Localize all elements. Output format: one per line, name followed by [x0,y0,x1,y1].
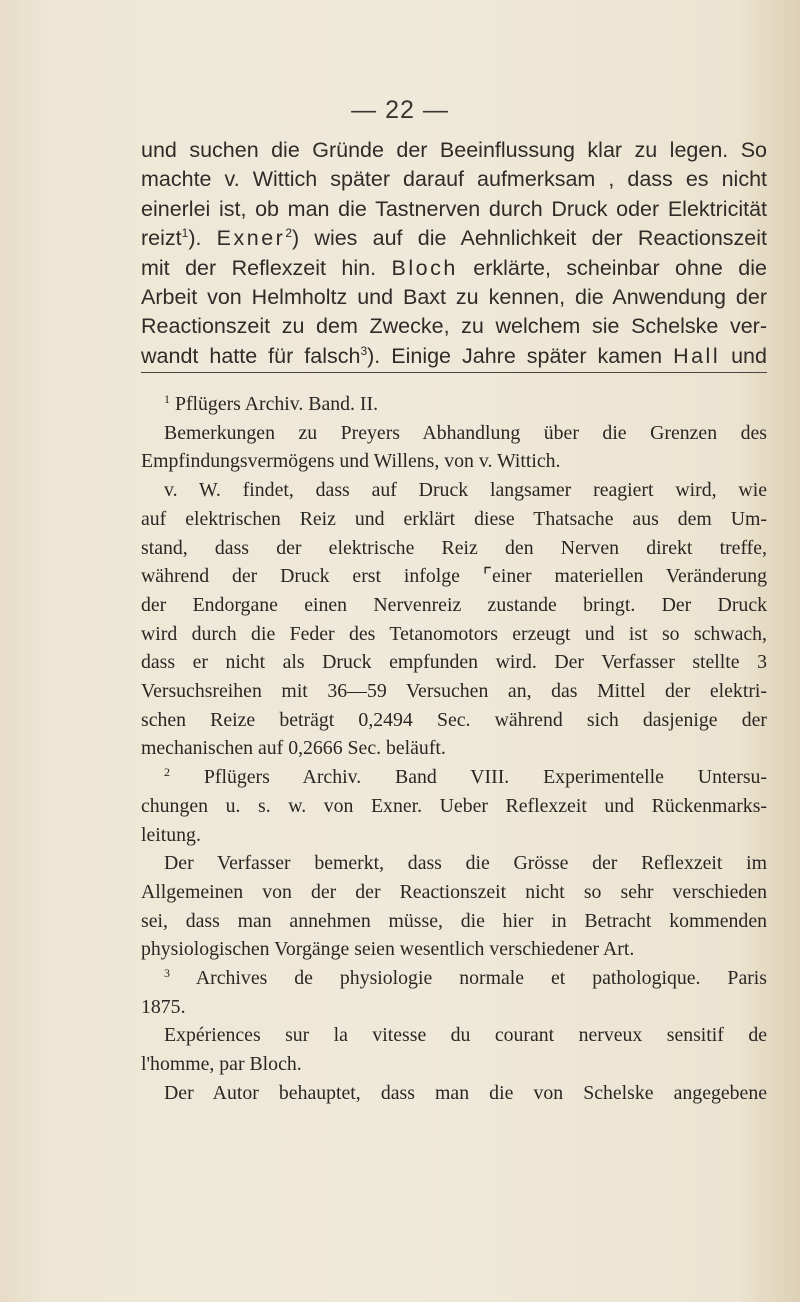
footnote-line: sei, dass man annehmen müsse, die hier in Betracht kommenden [141,909,767,932]
footnote-line: Allgemeinen von der der Reactionszeit nicht so sehr verschieden [141,880,767,903]
text-run: mit der Reflexzeit hin. [141,255,392,280]
text-line [141,342,767,371]
footnote-line: l'homme, par Bloch. [141,1053,302,1076]
footnote-line: der Endorgane einen Nervenreiz zustande bringt. Der Druck [141,593,767,616]
footnote-line: mechanischen auf 0,2666 Sec. beläuft. [141,737,446,760]
text-line: und suchen die Gründe der Beeinflussung klar zu legen. So [141,138,767,162]
page-number: — 22 — [351,96,449,124]
footnotes [141,390,767,1108]
footnote-line: schen Reize beträgt 0,2494 Sec. während sich dasjenige der [141,708,767,731]
text-run: und [720,343,767,368]
footnote-line: leitung. [141,823,201,846]
text-run: wandt hatte für falsch [141,343,361,368]
footnote-line: dass er nicht als Druck empfunden wird. Der Verfasser stellte 3 [141,651,767,674]
text-run: Archives de physiologie normale et pathologique. Paris [195,967,767,990]
author-name: Bloch [391,255,458,280]
text-run: Pflügers Archiv. Band VIII. Experimentelle Untersu- [203,766,767,789]
footnote-line: Der Verfasser bemerkt, dass die Grösse der Reflexzeit im [164,852,767,875]
footnote-line: chungen u. s. w. von Exner. Ueber Reflexzeit und Rückenmarks- [141,794,767,817]
text-line: Arbeit von Helmholtz und Baxt zu kennen, die Anwendung der [141,285,767,310]
text-line: Reactionszeit zu dem Zwecke, zu welchem sie Schelske ver- [141,314,767,339]
footnote-mark: 2 [164,765,170,780]
footnote-line: Expériences sur la vitesse du courant nerveux sensitif de [164,1024,767,1047]
footnote-line: Der Autor behauptet, dass man die von Schelske angegebene [164,1081,767,1104]
footnote-line [141,390,767,419]
footnote-line: Bemerkungen zu Preyers Abhandlung über die Grenzen des [164,421,767,444]
footnote-mark: 1 [164,392,170,406]
footnote-line [141,964,767,993]
text-line [141,224,767,253]
footnote-divider [141,372,767,373]
footnote-ref: 2 [285,226,293,241]
text-line [141,254,767,283]
text-run: erklärte, scheinbar ohne die [457,255,767,280]
text-run: ). [188,226,217,251]
main-text [141,136,767,371]
footnote-ref: 1 [181,226,189,241]
footnote-line: wird durch die Feder des Tetanomotors erzeugt und ist so schwach, [141,622,767,645]
text-run: reizt [141,226,182,251]
footnote-line: Versuchsreihen mit 36—59 Versuchen an, das Mittel der elektri- [141,680,767,703]
author-name: Hall [673,343,721,368]
footnote-ref: 3 [360,343,368,358]
text-run: ) wies auf die Aehnlichkeit der Reactionszeit [292,226,767,251]
footnote-line: 1875. [141,995,186,1018]
footnote-line: stand, dass der elektrische Reiz den Nerven direkt treffe, [141,536,767,559]
footnote-line: auf elektrischen Reiz und erklärt diese Thatsache aus dem Um- [141,507,767,530]
footnote-line [141,763,767,792]
author-name: Exner [216,226,286,251]
footnote-line: Empfindungsvermögens und Willens, von v. Wittich. [141,450,561,473]
footnote-line: v. W. findet, dass auf Druck langsamer reagiert wird, wie [164,479,767,502]
footnote-line: physiologischen Vorgänge seien wesentlich verschiedener Art. [141,938,635,961]
footnote-mark: 3 [164,966,170,981]
footnote-line: während der Druck erst infolge ⌜einer materiellen Veränderung [141,565,767,588]
text-run: ). Einige Jahre später kamen [367,343,674,368]
text-line: einerlei ist, ob man die Tastnerven durch Druck oder Elektricität [141,196,767,221]
text-line: machte v. Wittich später darauf aufmerksam , dass es nicht [141,167,767,192]
text-run: Pflügers Archiv. Band. II. [174,393,379,415]
